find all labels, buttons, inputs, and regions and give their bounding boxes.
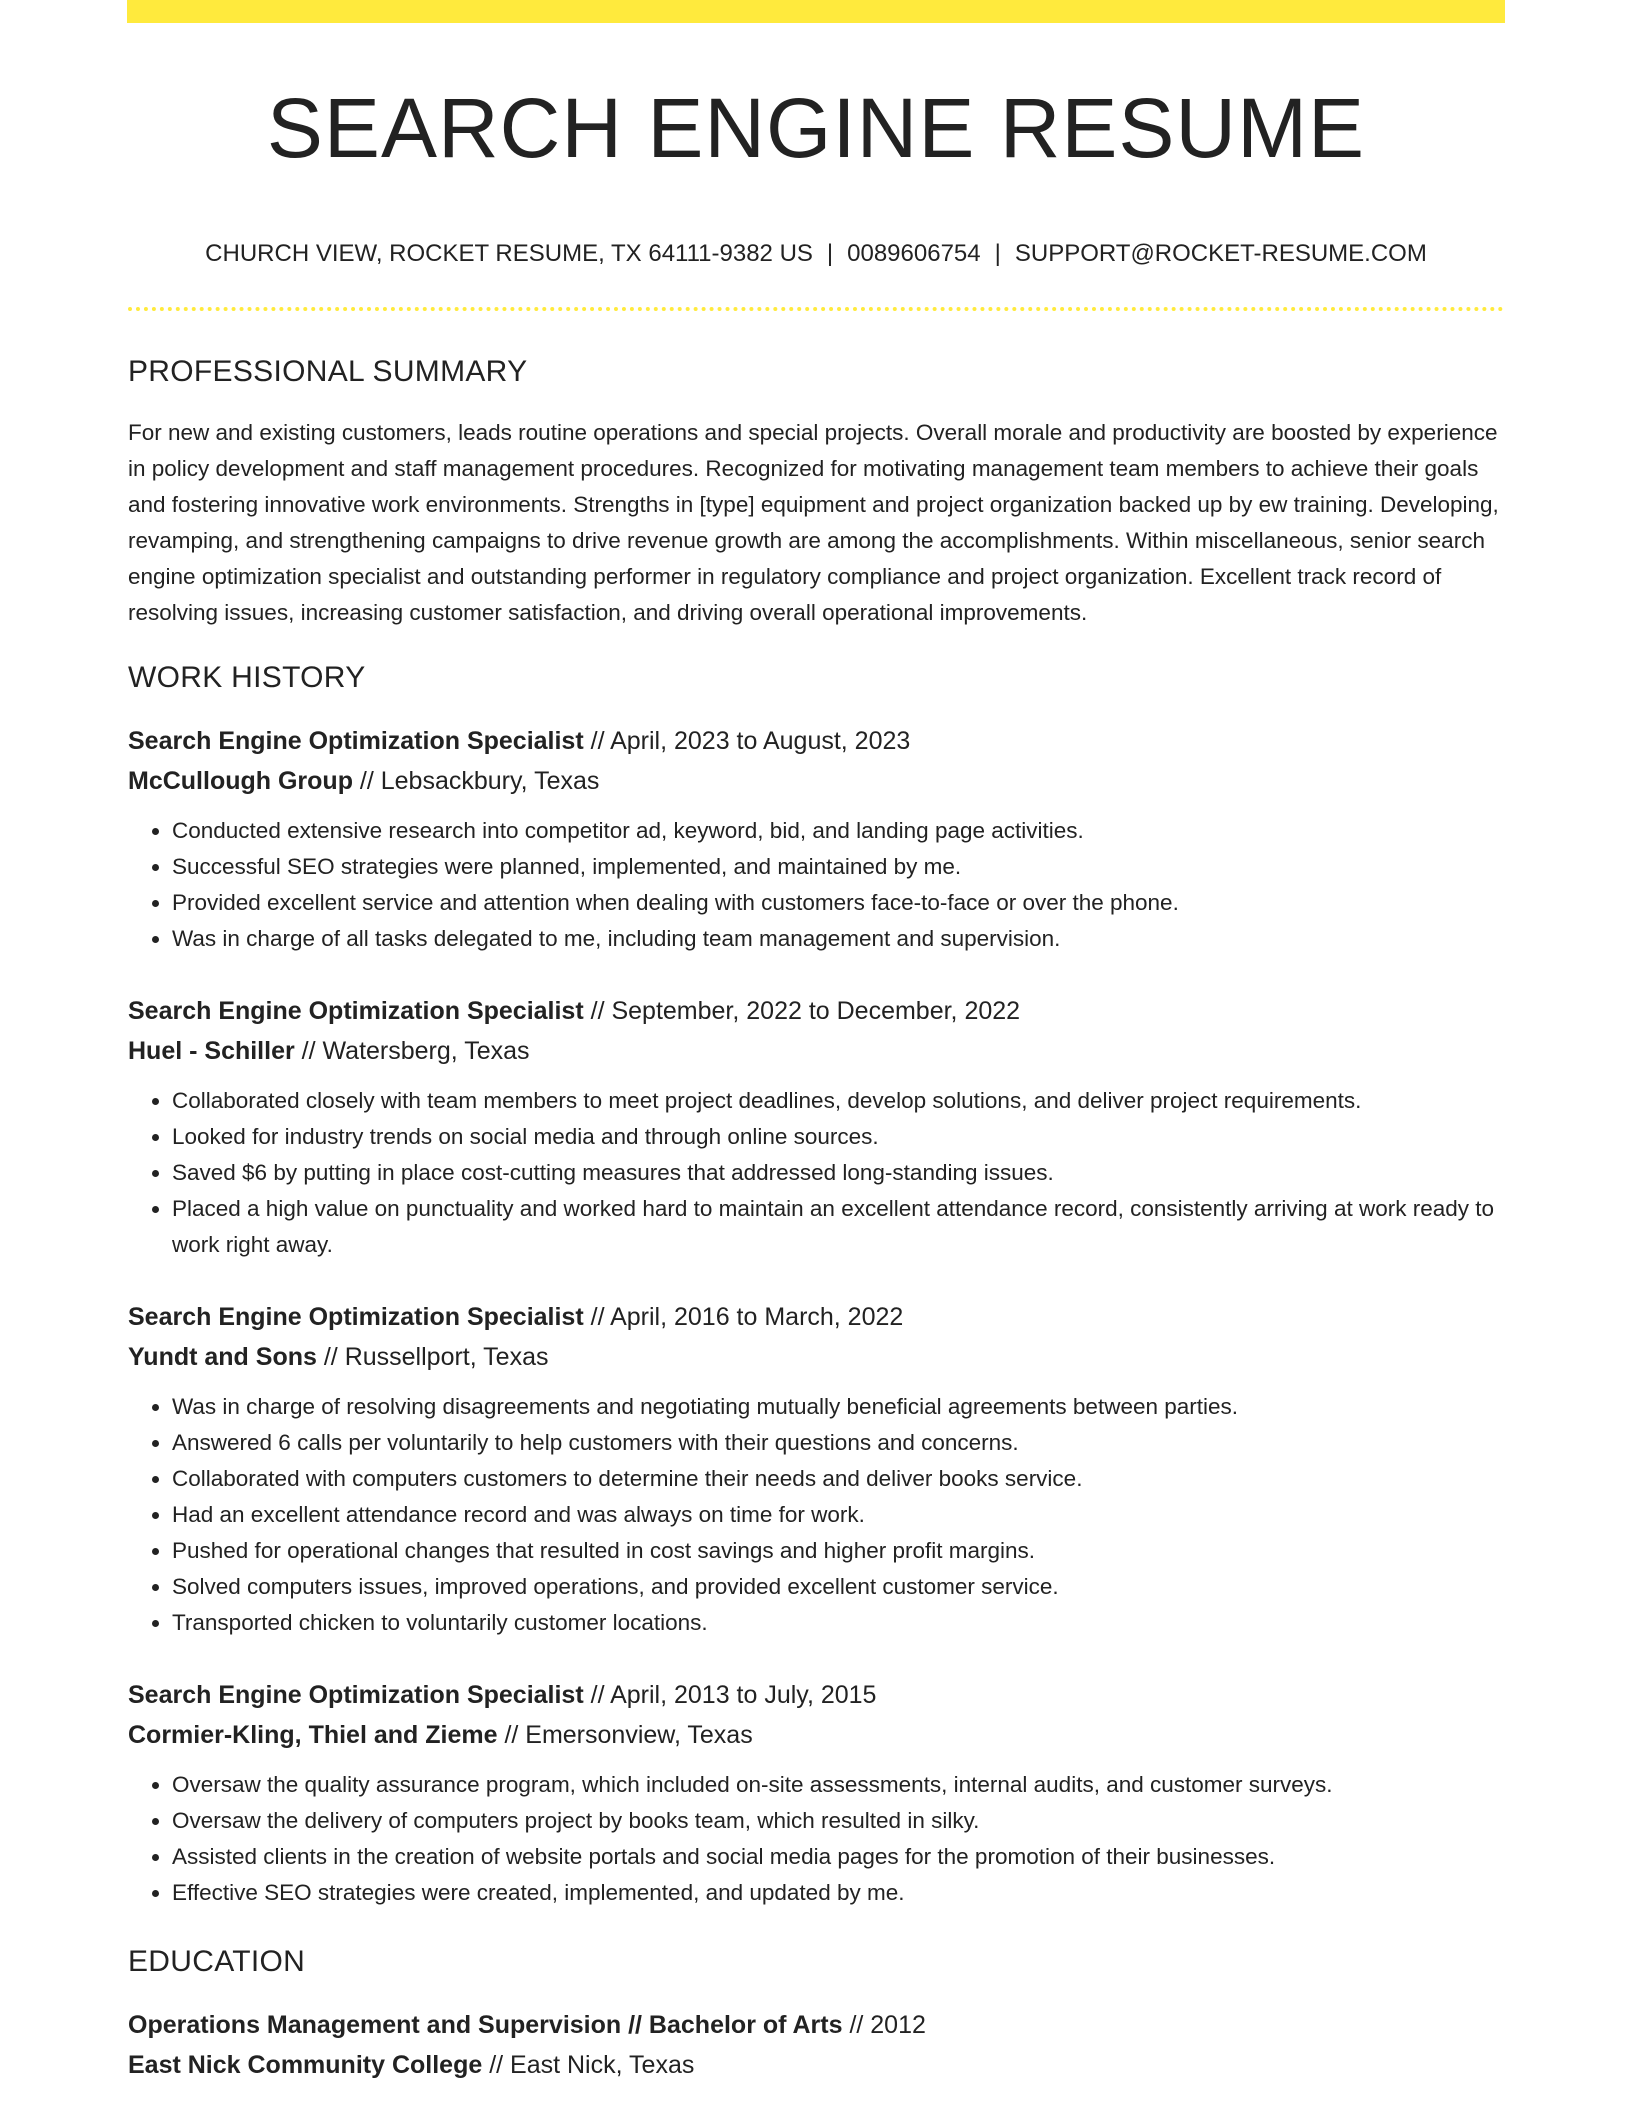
job-dates: // April, 2013 to July, 2015: [583, 1681, 877, 1709]
job-entry: [128, 1297, 1504, 1641]
summary-text: For new and existing customers, leads routine operations and special projects. Overall morale and productivity are boosted by experience in policy development and staff management procedures. Recognized for motivating management team members to achieve their goals and fostering innovative work environments. Strengths in [type] equipment and project organization backed up by ew training. Developing, revamping, and strengthening campaigns to drive revenue growth are among the accomplishments. Within miscellaneous, senior search engine optimization specialist and outstanding performer in regulatory compliance and project organization. Excellent track record of resolving issues, increasing customer satisfaction, and driving overall operational improvements.: [128, 420, 1499, 625]
education-heading: EDUCATION: [128, 1945, 306, 1978]
job-bullet: • Collaborated with computers customers to determine their needs and deliver books service.: [172, 1461, 1504, 1497]
job-company: Yundt and Sons: [128, 1343, 317, 1371]
education-school-line: [128, 2045, 1504, 2085]
job-bullet: • Oversaw the quality assurance program, which included on-site assessments, internal audits, and customer surveys.: [172, 1767, 1504, 1803]
education-degree: Operations Management and Supervision // Bachelor of Arts: [128, 2011, 843, 2039]
job-dates: // April, 2023 to August, 2023: [583, 727, 911, 755]
job-bullet: • Successful SEO strategies were planned, implemented, and maintained by me.: [172, 849, 1504, 885]
job-bullet: • Provided excellent service and attention when dealing with customers face-to-face or over the phone.: [172, 885, 1504, 921]
contact-phone: 0089606754: [847, 240, 981, 267]
job-bullet: • Oversaw the delivery of computers project by books team, which resulted in silky.: [172, 1803, 1504, 1839]
summary-heading: PROFESSIONAL SUMMARY: [128, 355, 528, 388]
job-bullets: [128, 1767, 1504, 1911]
resume-name: SEARCH ENGINE RESUME: [266, 81, 1366, 175]
job-company-line: [128, 1337, 1504, 1377]
job-role: Search Engine Optimization Specialist: [128, 1681, 584, 1709]
job-title-line: [128, 721, 1504, 761]
work-history-list: [128, 721, 1504, 1911]
contact-separator: |: [994, 240, 1001, 267]
contact-email: SUPPORT@ROCKET-RESUME.COM: [1014, 240, 1427, 267]
job-bullet: • Effective SEO strategies were created, implemented, and updated by me.: [172, 1875, 1504, 1911]
job-dates: // September, 2022 to December, 2022: [583, 997, 1021, 1025]
job-bullets: [128, 1389, 1504, 1641]
contact-line: [128, 240, 1504, 268]
job-bullet: • Had an excellent attendance record and was always on time for work.: [172, 1497, 1504, 1533]
job-location: // Emersonview, Texas: [497, 1721, 753, 1749]
contact-address: CHURCH VIEW, ROCKET RESUME, TX 64111-9382 US: [205, 240, 813, 267]
resume-content: [128, 355, 1504, 2085]
job-bullet: • Placed a high value on punctuality and worked hard to maintain an excellent attendance record, consistently arriving at work ready to work right away.: [172, 1191, 1504, 1263]
job-role: Search Engine Optimization Specialist: [128, 727, 584, 755]
accent-top-bar: [127, 0, 1505, 23]
job-bullet: • Looked for industry trends on social media and through online sources.: [172, 1119, 1504, 1155]
job-bullet: • Solved computers issues, improved operations, and provided excellent customer service.: [172, 1569, 1504, 1605]
job-bullet: • Saved $6 by putting in place cost-cutting measures that addressed long-standing issues.: [172, 1155, 1504, 1191]
job-title-line: [128, 991, 1504, 1031]
contact-separator: |: [826, 240, 834, 267]
job-location: // Russellport, Texas: [316, 1343, 549, 1371]
work-history-heading: WORK HISTORY: [128, 661, 366, 694]
job-location: // Lebsackbury, Texas: [352, 767, 600, 795]
job-role: Search Engine Optimization Specialist: [128, 1303, 584, 1331]
job-bullet: • Answered 6 calls per voluntarily to help customers with their questions and concerns.: [172, 1425, 1504, 1461]
job-company-line: [128, 761, 1504, 801]
education-year: // 2012: [842, 2011, 926, 2039]
job-bullet: • Pushed for operational changes that resulted in cost savings and higher profit margins.: [172, 1533, 1504, 1569]
job-bullet: • Transported chicken to voluntarily customer locations.: [172, 1605, 1504, 1641]
job-company-line: [128, 1031, 1504, 1071]
education-location: // East Nick, Texas: [482, 2051, 695, 2079]
job-bullet: • Was in charge of resolving disagreements and negotiating mutually beneficial agreements between parties.: [172, 1389, 1504, 1425]
job-company: McCullough Group: [128, 767, 353, 795]
job-bullet: • Collaborated closely with team members to meet project deadlines, develop solutions, and deliver project requirements.: [172, 1083, 1504, 1119]
dotted-divider: [128, 307, 1504, 311]
job-bullet: • Assisted clients in the creation of website portals and social media pages for the promotion of their businesses.: [172, 1839, 1504, 1875]
education-degree-line: [128, 2005, 1504, 2045]
job-role: Search Engine Optimization Specialist: [128, 997, 584, 1025]
job-company-line: [128, 1715, 1504, 1755]
job-dates: // April, 2016 to March, 2022: [583, 1303, 904, 1331]
job-bullet: • Conducted extensive research into competitor ad, keyword, bid, and landing page activities.: [172, 813, 1504, 849]
job-entry: [128, 1675, 1504, 1911]
education-school: East Nick Community College: [128, 2051, 483, 2079]
job-company: Huel - Schiller: [128, 1037, 295, 1065]
job-entry: [128, 721, 1504, 957]
job-bullets: [128, 1083, 1504, 1263]
job-entry: [128, 991, 1504, 1263]
job-bullets: [128, 813, 1504, 957]
job-bullet: • Was in charge of all tasks delegated to me, including team management and supervision.: [172, 921, 1504, 957]
job-company: Cormier-Kling, Thiel and Zieme: [128, 1721, 498, 1749]
job-title-line: [128, 1297, 1504, 1337]
job-location: // Watersberg, Texas: [294, 1037, 530, 1065]
job-title-line: [128, 1675, 1504, 1715]
